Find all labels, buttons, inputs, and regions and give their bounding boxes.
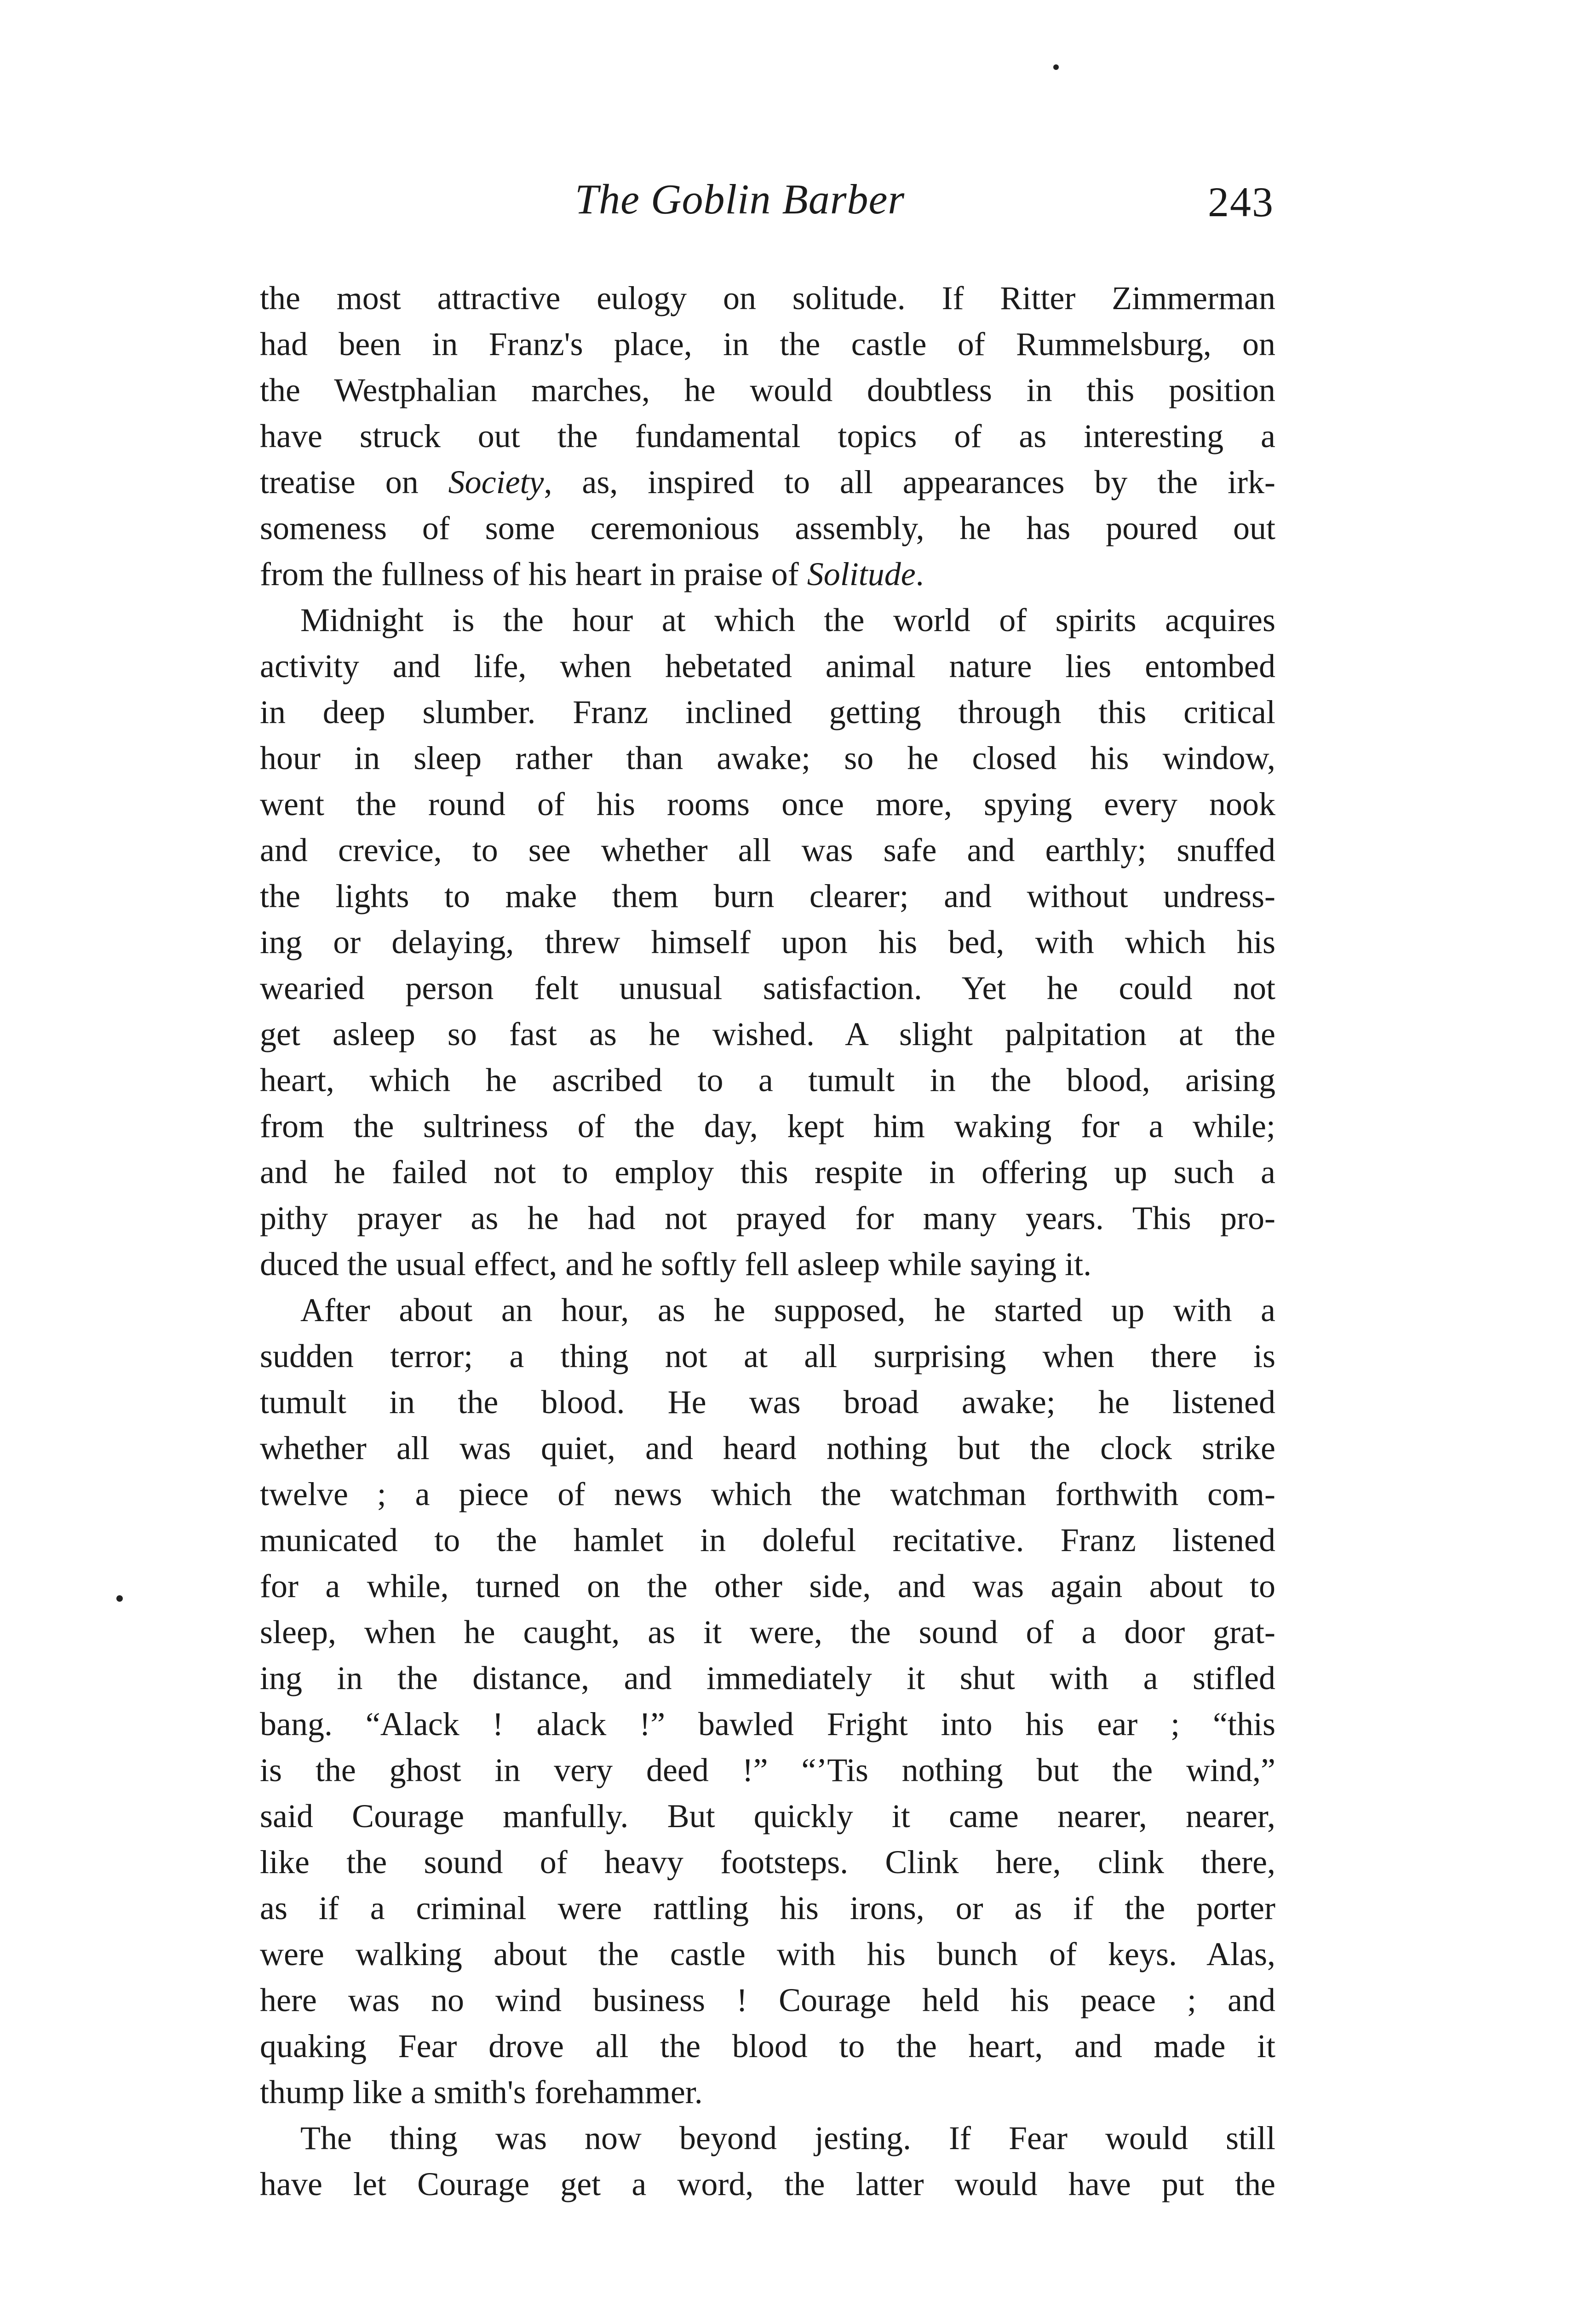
text-line: sudden terror; a thing not at all surprising when there is bbox=[260, 1338, 1275, 1374]
print-speck bbox=[116, 1595, 123, 1602]
text-line: heart, which he ascribed to a tumult in the blood, arising bbox=[260, 1062, 1275, 1098]
page-header bbox=[262, 175, 1274, 248]
text-line: had been in Franz's place, in the castle of Rummelsburg, on bbox=[260, 326, 1275, 362]
text-line: wearied person felt unusual satisfaction. Yet he could not bbox=[260, 970, 1275, 1006]
body-text bbox=[260, 275, 1275, 2207]
text-line: thump like a smith's forehammer. bbox=[260, 2074, 703, 2110]
text-line: and he failed not to employ this respite in offering up such a bbox=[260, 1154, 1275, 1190]
text-line: from the sultriness of the day, kept him waking for a while; bbox=[260, 1108, 1275, 1144]
text-line: get asleep so fast as he wished. A slight palpitation at the bbox=[260, 1016, 1275, 1052]
text-line: ing or delaying, threw himself upon his bed, with which his bbox=[260, 924, 1275, 960]
text-line: were walking about the castle with his bunch of keys. Alas, bbox=[260, 1936, 1275, 1972]
text-line: the most attractive eulogy on solitude. If Ritter Zimmerman bbox=[260, 280, 1275, 316]
text-line: for a while, turned on the other side, and was again about to bbox=[260, 1568, 1275, 1604]
text-line: as if a criminal were rattling his irons, or as if the porter bbox=[260, 1890, 1275, 1926]
text-line: Midnight is the hour at which the world of spirits acquires bbox=[300, 602, 1275, 638]
text-line: the lights to make them burn clearer; and without undress- bbox=[260, 878, 1275, 914]
text-line: in deep slumber. Franz inclined getting through this critical bbox=[260, 694, 1275, 730]
text-line: pithy prayer as he had not prayed for many years. This pro- bbox=[260, 1200, 1275, 1236]
text-line: activity and life, when hebetated animal nature lies entombed bbox=[260, 648, 1275, 684]
text-line: and crevice, to see whether all was safe and earthly; snuffed bbox=[260, 832, 1275, 868]
text-line: tumult in the blood. He was broad awake; he listened bbox=[260, 1384, 1275, 1420]
text-line: municated to the hamlet in doleful recitative. Franz listened bbox=[260, 1522, 1275, 1558]
text-line: here was no wind business ! Courage held his peace ; and bbox=[260, 1982, 1275, 2018]
text-line: have struck out the fundamental topics of as interesting a bbox=[260, 418, 1275, 454]
text-line: went the round of his rooms once more, spying every nook bbox=[260, 786, 1275, 822]
running-title: The Goblin Barber bbox=[575, 176, 905, 223]
text-line: someness of some ceremonious assembly, he has poured out bbox=[260, 510, 1275, 546]
text-line: bang. “Alack ! alack !” bawled Fright into his ear ; “this bbox=[260, 1706, 1275, 1742]
text-line: quaking Fear drove all the blood to the heart, and made it bbox=[260, 2028, 1275, 2064]
text-line: have let Courage get a word, the latter would have put the bbox=[260, 2166, 1275, 2202]
print-speck bbox=[1053, 64, 1059, 70]
text-line: treatise on Society, as, inspired to all appearances by the irk- bbox=[260, 464, 1275, 500]
italic-word: Society bbox=[448, 464, 544, 500]
text-line: duced the usual effect, and he softly fell asleep while saying it. bbox=[260, 1246, 1092, 1282]
text-line: The thing was now beyond jesting. If Fear would still bbox=[300, 2120, 1275, 2156]
text-line: said Courage manfully. But quickly it came nearer, nearer, bbox=[260, 1798, 1275, 1834]
italic-word: Solitude bbox=[807, 556, 916, 592]
page-number: 243 bbox=[1208, 178, 1274, 225]
text-line: like the sound of heavy footsteps. Clink here, clink there, bbox=[260, 1844, 1275, 1880]
text-line: is the ghost in very deed !” “’Tis nothing but the wind,” bbox=[260, 1752, 1275, 1788]
text-line: After about an hour, as he supposed, he started up with a bbox=[300, 1292, 1275, 1328]
text-line: whether all was quiet, and heard nothing but the clock strike bbox=[260, 1430, 1275, 1466]
text-line: twelve ; a piece of news which the watchman forthwith com- bbox=[260, 1476, 1275, 1512]
text-line: the Westphalian marches, he would doubtless in this position bbox=[260, 372, 1275, 408]
text-line: from the fullness of his heart in praise of Solitude. bbox=[260, 556, 924, 592]
text-line: sleep, when he caught, as it were, the sound of a door grat- bbox=[260, 1614, 1275, 1650]
text-line: ing in the distance, and immediately it shut with a stifled bbox=[260, 1660, 1275, 1696]
text-line: hour in sleep rather than awake; so he closed his window, bbox=[260, 740, 1275, 776]
